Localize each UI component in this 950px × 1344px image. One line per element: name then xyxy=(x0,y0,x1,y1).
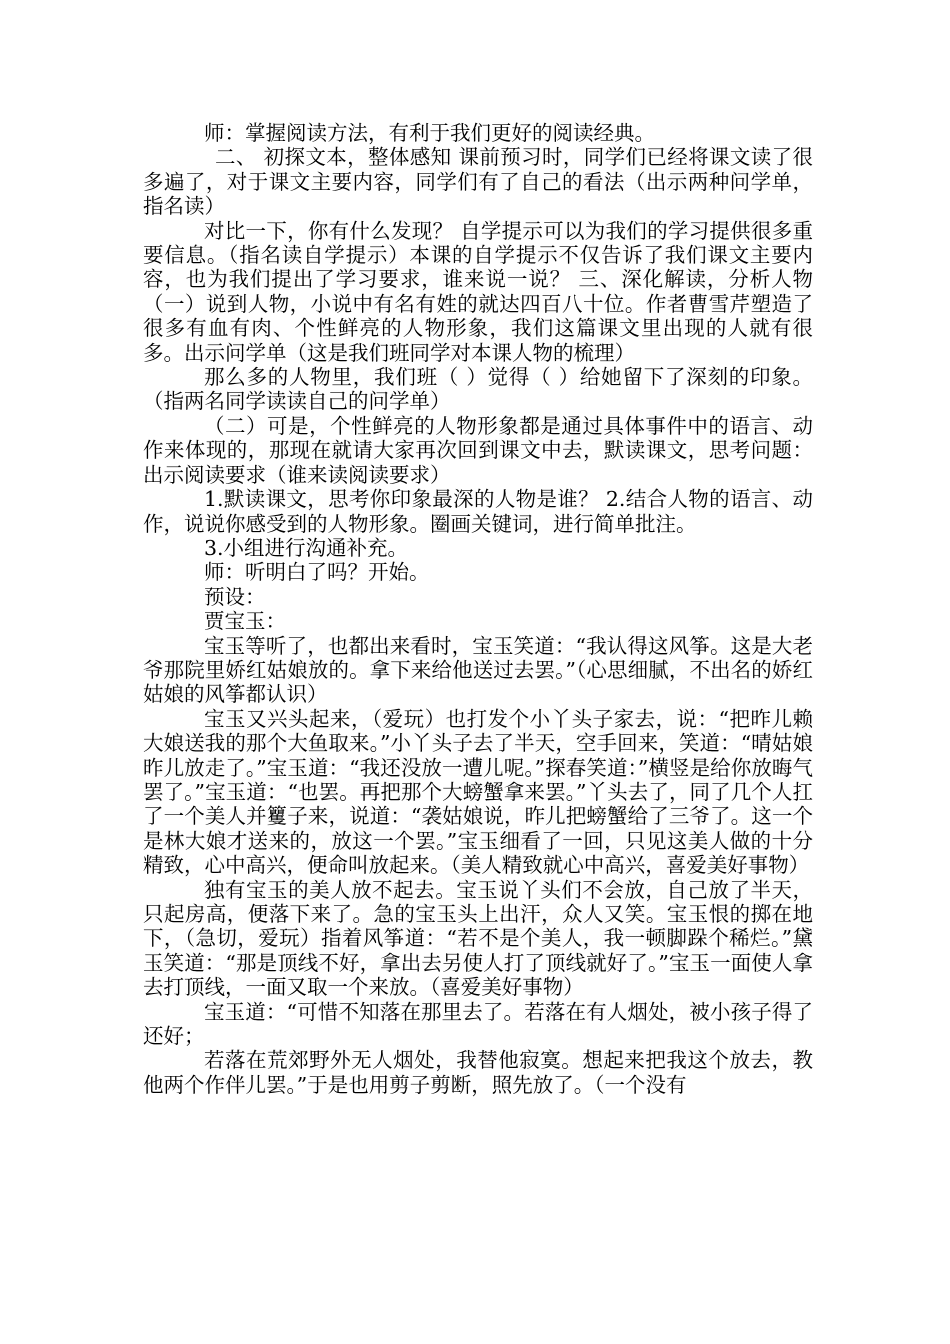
paragraph: 二、 初探文本，整体感知 课前预习时，同学们已经将课文读了很多遍了，对于课文主要内容，同学们有了自己的看法（出示两种问学单，指名读） xyxy=(143,145,813,219)
paragraph: 师：掌握阅读方法，有利于我们更好的阅读经典。 xyxy=(204,121,655,145)
paragraph: 若落在荒郊野外无人烟处，我替他寂寞。想起来把我这个放去，教他两个作伴儿罢。”于是也用剪子剪断，照先放了。（一个没有 xyxy=(143,1048,813,1097)
paragraph: （二）可是，个性鲜亮的人物形象都是通过具体事件中的语言、动作来体现的，那现在就请大家再次回到课文中去，默读课文，思考问题：出示阅读要求（谁来读阅读要求） xyxy=(143,413,813,487)
paragraph: 独有宝玉的美人放不起去。宝玉说丫头们不会放，自己放了半天，只起房高，便落下来了。急的宝玉头上出汗，众人又笑。宝玉恨的掷在地下，（急切，爱玩）指着风筝道：“若不是个美人，我一顿脚跺个稀烂。”黛玉笑道：“那是顶线不好，拿出去另使人打了顶线就好了。”宝玉一面使人拿去打顶线，一面又取一个来放。（喜爱美好事物） xyxy=(143,877,813,1000)
paragraph: 那么多的人物里，我们班（ ）觉得（ ）给她留下了深刻的印象。（指两名同学读读自己的问学单） xyxy=(143,365,813,414)
document-body xyxy=(143,121,813,1097)
paragraph: 宝玉又兴头起来，（爱玩）也打发个小丫头子家去，说：“把昨儿赖大娘送我的那个大鱼取来。”小丫头子去了半天，空手回来，笑道：“晴姑娘昨儿放走了。”宝玉道：“我还没放一遭儿呢。”探春笑道：”横竖是给你放晦气罢了。”宝玉道：“也罢。再把那个大螃蟹拿来罢。”丫头去了，同了几个人扛了一个美人并籰子来，说道：“袭姑娘说，昨儿把螃蟹给了三爷了。这一个是林大娘才送来的，放这一个罢。”宝玉细看了一回，只见这美人做的十分精致，心中高兴，便命叫放起来。（美人精致就心中高兴，喜爱美好事物） xyxy=(143,706,813,878)
paragraph: 对比一下，你有什么发现？ 自学提示可以为我们的学习提供很多重要信息。（指名读自学提示）本课的自学提示不仅告诉了我们课文主要内容，也为我们提出了学习要求，谁来说一说？ 三、深化解读，分析人物 （一）说到人物，小说中有名有姓的就达四百八十位。作者曹雪芹塑造了很多有血有肉、个性鲜亮的人物形象，我们这篇课文里出现的人就有很多。出示问学单（这是我们班同学对本课人物的梳理） xyxy=(143,218,813,365)
paragraph: 师：听明白了吗？开始。 xyxy=(204,560,430,585)
paragraph: 宝玉等听了，也都出来看时，宝玉笑道：“我认得这风筝。这是大老爷那院里娇红姑娘放的。拿下来给他送过去罢。”（心思细腻，不出名的娇红姑娘的风筝都认识） xyxy=(143,633,813,707)
paragraph: 贾宝玉： xyxy=(204,609,286,634)
paragraph: 1.默读课文，思考你印象最深的人物是谁？ 2.结合人物的语言、动作，说说你感受到的人物形象。圈画关键词，进行简单批注。 xyxy=(143,487,813,536)
paragraph: 宝玉道：“可惜不知落在那里去了。若落在有人烟处，被小孩子得了还好； xyxy=(143,999,813,1049)
paragraph: 3.小组进行沟通补充。 xyxy=(204,535,409,560)
paragraph: 预设： xyxy=(204,584,266,609)
